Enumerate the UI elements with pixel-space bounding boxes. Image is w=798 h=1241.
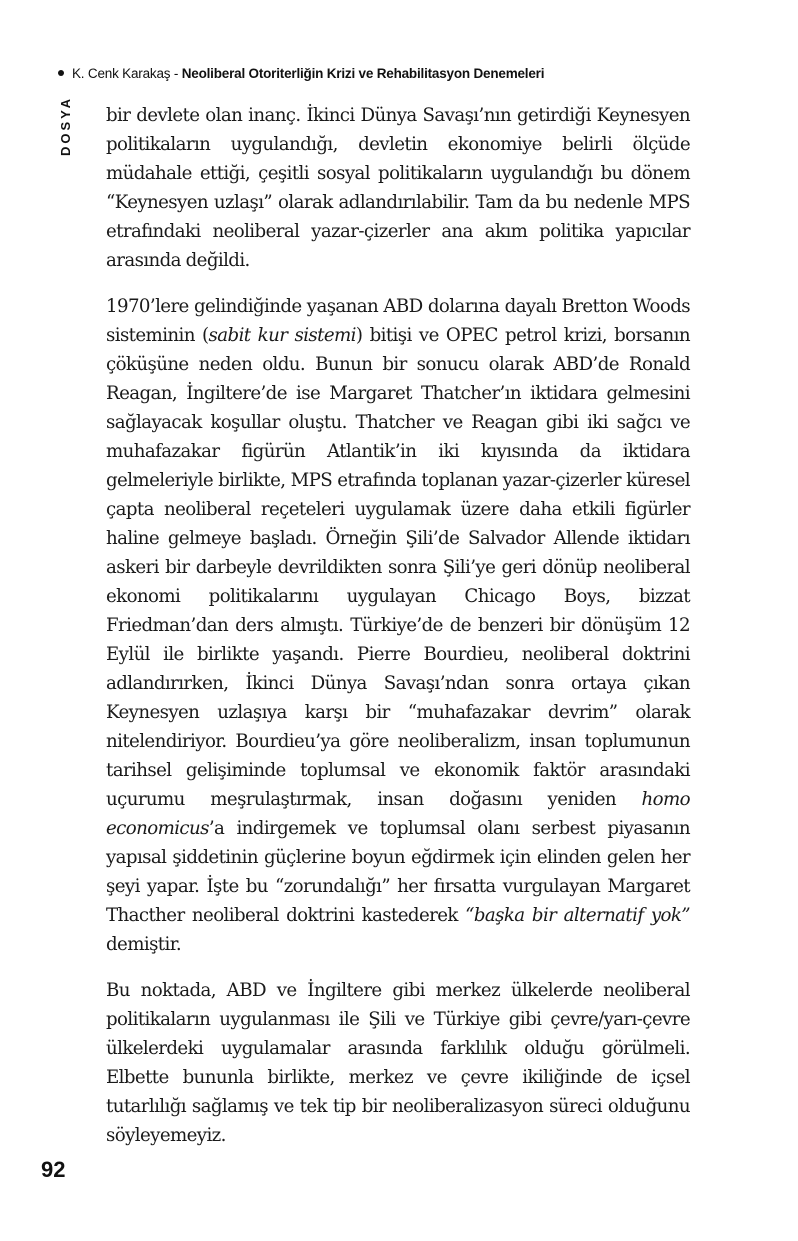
- paragraph-2-text-4: demiştir.: [106, 934, 182, 955]
- paragraph-2-text-1: 1970’lere gelindiğinde yaşanan ABD dolarına dayalı Bretton Woods sisteminin (: [106, 296, 690, 346]
- running-header: [58, 66, 544, 81]
- article-body: [106, 101, 690, 1167]
- bullet-icon: [58, 70, 64, 76]
- paragraph-3: Bu noktada, ABD ve İngiltere gibi merkez ülkelerde neoliberal politikaların uygulanması ile Şili ve Türkiye gibi çevre/yarı-çevre ülkelerdeki uygulamalar arasında farklılık olduğu görülmeli. Elbette bununla birlikte, merkez ve çevre ikiliğinde de içsel tutarlılığı sağlamış ve tek tip bir neoliberalizasyon süreci olduğunu söyleyemeyiz.: [106, 980, 690, 1146]
- paragraph-2: [106, 292, 690, 959]
- paragraph-1: bir devlete olan inanç. İkinci Dünya Savaşı’nın getirdiği Keynesyen politikaların uygulandığı, devletin ekonomiye belirli ölçüde müdahale ettiği, çeşitli sosyal politikaların uygulandığı bu dönem “Keynesyen uzlaşı” olarak adlandırılabilir. Tam da bu nedenle MPS etrafındaki neoliberal yazar-çizerler ana akım politika yapıcılar arasında değildi.: [106, 105, 690, 271]
- paragraph-2-italic-1: sabit kur sistemi: [208, 325, 356, 346]
- paragraph-2-text-2: ) bitişi ve OPEC petrol krizi, borsanın çöküşüne neden oldu. Bunun bir sonucu olarak ABD’de Ronald Reagan, İngiltere’de ise Margaret Thatcher’ın iktidara gelmesini sağlayacak koşullar oluştu. Thatcher ve Reagan gibi iki sağcı ve muhafazakar figürün Atlantik’in iki kıyısında da iktidara gelmeleriyle birlikte, MPS etrafında toplanan yazar-çizerler küresel çapta neoliberal reçeteleri uygulamak üzere daha etkili figürler haline gelmeye başladı. Örneğin Şili’de Salvador Allende iktidarı askeri bir darbeyle devrildikten sonra Şili’ye geri dönüp neoliberal ekonomi politikalarını uygulayan Chicago Boys, bizzat Friedman’dan ders almıştı. Türkiye’de de benzeri bir dönüşüm 12 Eylül ile birlikte yaşandı. Pierre Bourdieu, neoliberal doktrini adlandırırken, İkinci Dünya Savaşı’ndan sonra ortaya çıkan Keynesyen uzlaşıya karşı bir “muhafazakar devrim” olarak nitelendiriyor. Bourdieu’ya göre neoliberalizm, insan toplumunun tarihsel gelişiminde toplumsal ve ekonomik faktör arasındaki uçurumu meşrulaştırmak, insan doğasını yeniden: [106, 325, 690, 810]
- section-tab: [56, 92, 72, 158]
- paragraph-2-italic-3: “başka bir alternatif yok”: [465, 905, 690, 926]
- header-author: K. Cenk Karakaş -: [72, 66, 179, 81]
- section-label: DOSYA: [58, 95, 73, 156]
- page-number: 92: [41, 1157, 66, 1182]
- paragraph-2-italic-2: homo economicus: [106, 789, 690, 839]
- paragraph-2-text-3: ’a indirgemek ve toplumsal olanı serbest piyasanın yapısal şiddetinin güçlerine boyun eğdirmek için elinden gelen her şeyi yapar. İşte bu “zorundalığı” her fırsatta vurgulayan Margaret Thacther neoliberal doktrini kastederek: [106, 818, 690, 926]
- header-title: Neoliberal Otoriterliğin Krizi ve Rehabilitasyon Denemeleri: [181, 66, 545, 81]
